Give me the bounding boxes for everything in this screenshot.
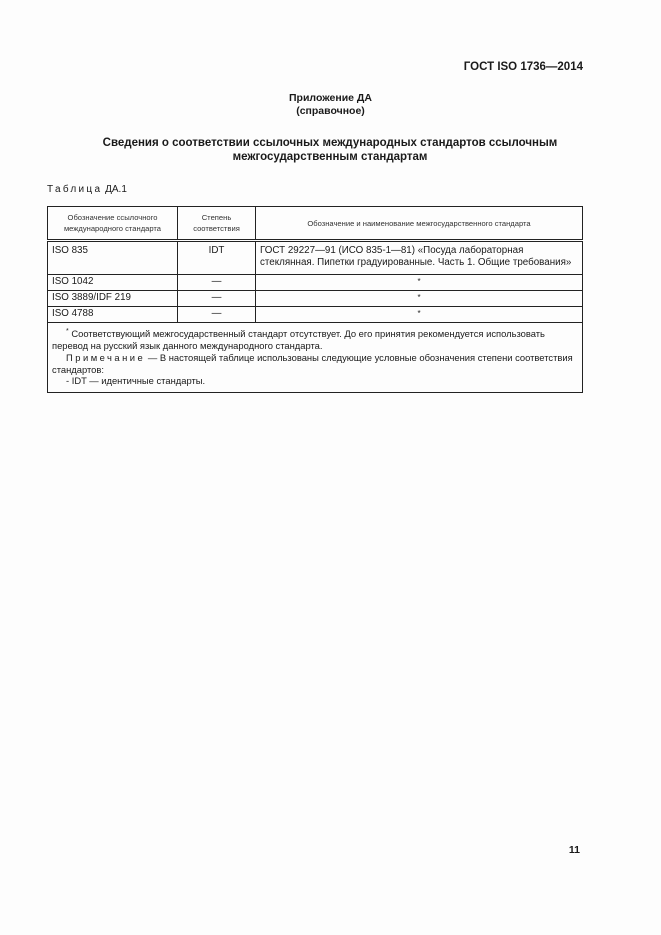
appendix-label: Приложение ДА [289, 92, 372, 104]
table-header-row [48, 207, 583, 241]
standards-table [47, 206, 583, 393]
cell-national: * [256, 275, 583, 291]
appendix-heading [0, 92, 661, 118]
table-row [48, 275, 583, 291]
table-caption-number: ДА.1 [105, 184, 127, 195]
note-label: Примечание [66, 351, 146, 363]
cell-intl: ISO 835 [48, 241, 178, 275]
table-row [48, 291, 583, 307]
cell-degree: — [178, 291, 256, 307]
page-title [60, 136, 600, 164]
column-header-national: Обозначение и наименование межгосударственного стандарта [256, 207, 583, 241]
document-code: ГОСТ ISO 1736—2014 [463, 61, 583, 73]
title-line-2: межгосударственным стандартам [232, 151, 428, 163]
footnote-text [52, 326, 578, 352]
note [52, 352, 578, 376]
cell-national: * [256, 307, 583, 323]
cell-intl: ISO 1042 [48, 275, 178, 291]
table-row [48, 307, 583, 323]
cell-intl: ISO 3889/IDF 219 [48, 291, 178, 307]
table-footnote [48, 323, 583, 393]
table-row [48, 241, 583, 275]
cell-degree: — [178, 275, 256, 291]
appendix-type: (справочное) [296, 105, 365, 117]
cell-national: * [256, 291, 583, 307]
footnote-body: Соответствующий межгосударственный стандарт отсутствует. До его принятия рекомендуется использовать перевод на русский язык данного международного стандарта. [52, 328, 545, 351]
note-body: — В настоящей таблице использованы следующие условные обозначения степени соответствия стандартов: [52, 351, 573, 375]
column-header-intl: Обозначение ссылочного международного стандарта [48, 207, 178, 241]
cell-intl: ISO 4788 [48, 307, 178, 323]
page-number: 11 [568, 844, 580, 856]
cell-degree: IDT [178, 241, 256, 275]
column-header-degree: Степень соответствия [178, 207, 256, 241]
table-caption [47, 184, 127, 195]
title-line-1: Сведения о соответствии ссылочных международных стандартов ссылочным [102, 137, 558, 149]
table-footnote-row [48, 323, 583, 393]
footnote-marker: * [66, 328, 69, 335]
cell-degree: — [178, 307, 256, 323]
note-legend: - IDT — идентичные стандарты. [66, 375, 206, 387]
cell-national: ГОСТ 29227—91 (ИСО 835-1—81) «Посуда лабораторная стеклянная. Пипетки градуированные. Часть 1. Общие требования» [256, 241, 583, 275]
table-caption-word: Таблица [47, 184, 103, 195]
